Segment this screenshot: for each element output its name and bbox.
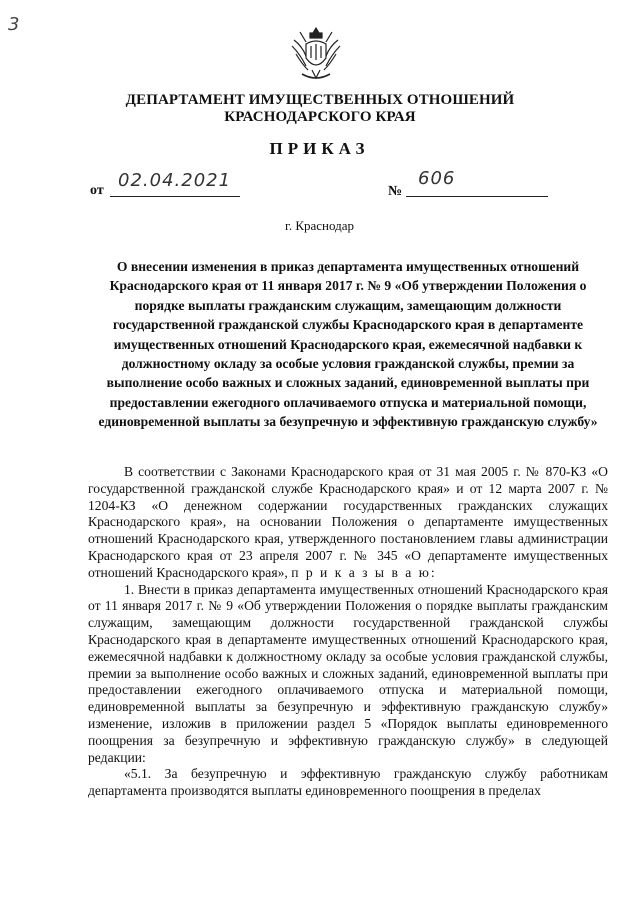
body-paragraph-1-text: В соответствии с Законами Краснодарского края от 31 мая 2005 г. № 870-КЗ «О государственной гражданской службе Краснодарского края» и от 12 марта 2007 г. № 1204-КЗ «О денежном содержании государственных гражданских служащих Краснодарского края», на основании Положения о департаменте имущественных отношений Краснодарского края, утвержденного постановлением главы администрации Краснодарского края от 23 апреля 2007 г. № 345 «О департаменте имущественных отношений Краснодарского края», (88, 464, 608, 580)
department-title (100, 92, 540, 126)
department-title-line-1: ДЕПАРТАМЕНТ ИМУЩЕСТВЕННЫХ ОТНОШЕНИЙ (125, 92, 515, 108)
page-number: 3 (8, 14, 20, 35)
body-paragraph-2: 1. Внести в приказ департамента имущественных отношений Краснодарского края от 11 января 2017 г. № 9 «Об утверждении Положения о порядке выплаты гражданским служащим, замещающим должности государственной гражданской службы Краснодарского края в департаменте имущественных отношений Краснодарского края, ежемесячной надбавки к должностному окладу за особые условия гражданской службы, премии за выполнение особо важных и сложных заданий, единовременной выплаты при предоставлении ежегодного оплачиваемого отпуска и материальной помощи, единовременной выплаты за безупречную и эффективную гражданскую службу» изменение, изложив в приложении раздел 5 «Порядок выплаты единовременного поощрения за безупречную и эффективную гражданскую службу» в следующей редакции: (88, 581, 608, 765)
department-title-line-2: КРАСНОДАРСКОГО КРАЯ (224, 109, 416, 125)
order-command: п р и к а з ы в а ю: (291, 564, 437, 580)
order-number: 606 (418, 168, 456, 189)
date-label: от (90, 183, 104, 198)
order-title: ПРИКАЗ (269, 139, 370, 158)
krasnodar-coat-of-arms-icon (288, 24, 344, 84)
city: г. Краснодар (284, 218, 355, 233)
body-paragraph-1 (88, 464, 608, 582)
order-body (88, 464, 608, 800)
body-paragraph-3: «5.1. За безупречную и эффективную гражданскую службу работникам департамента производятся выплаты единовременного поощрения в пределах (88, 766, 608, 799)
number-label: № (388, 184, 403, 199)
order-date: 02.04.2021 (118, 170, 232, 191)
order-subject: О внесении изменения в приказ департамента имущественных отношений Краснодарского края от 11 января 2017 г. № 9 «Об утверждении Положения о порядке выплаты гражданским служащим, замещающим должности государственной гражданской службы Краснодарского края в департаменте имущественных отношений Краснодарского края, ежемесячной надбавки к должностному окладу за особые условия гражданской службы, премии за выполнение особо важных и сложных заданий, единовременной выплаты при предоставлении ежегодного оплачиваемого отпуска и материальной помощи, единовременной выплаты за безупречную и эффективную гражданскую службу» (98, 259, 598, 430)
